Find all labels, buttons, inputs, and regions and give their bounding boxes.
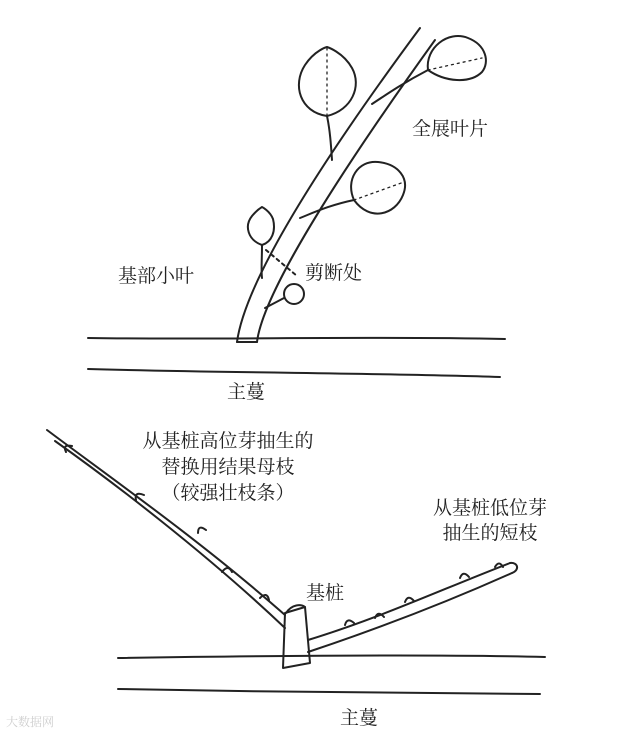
short-shoot-buds — [345, 564, 503, 626]
label-stub: 基桩 — [306, 582, 345, 604]
leaf-top-right-petiole — [372, 70, 428, 104]
main-vine-lower — [118, 655, 545, 694]
upper-figure — [88, 28, 505, 377]
label-basal-leaf: 基部小叶 — [118, 265, 195, 287]
label-high-bud-line3: （较强壮枝条） — [161, 482, 295, 504]
leaf-top-left-petiole — [327, 116, 332, 160]
label-cut-point: 剪断处 — [305, 262, 363, 284]
leaf-top-right — [428, 36, 486, 80]
leaf-basal — [248, 207, 274, 245]
leaf-top-right-midrib — [428, 58, 482, 70]
label-high-bud-line2: 替换用结果母枝 — [161, 456, 295, 478]
short-shoot — [308, 563, 512, 652]
main-vine-upper — [88, 338, 505, 377]
short-shoot-tip — [510, 563, 517, 573]
label-full-leaf: 全展叶片 — [412, 118, 489, 140]
leaf-top-left — [299, 47, 356, 116]
base-bud — [284, 284, 304, 304]
label-high-bud-line1: 从基桩高位芽抽生的 — [142, 430, 314, 452]
leaf-middle — [351, 162, 405, 214]
leaf-middle-midrib — [354, 182, 404, 200]
leaf-middle-petiole — [300, 200, 354, 218]
stub-block — [283, 607, 310, 668]
label-low-bud-line1: 从基桩低位芽 — [432, 497, 547, 519]
base-bud-stalk — [265, 298, 284, 308]
label-main-vine-top: 主蔓 — [227, 381, 266, 403]
label-main-vine-bottom: 主蔓 — [340, 707, 379, 729]
label-low-bud-line2: 抽生的短枝 — [442, 522, 538, 544]
cut-line — [266, 250, 297, 276]
watermark: 大数据网 — [6, 715, 55, 729]
